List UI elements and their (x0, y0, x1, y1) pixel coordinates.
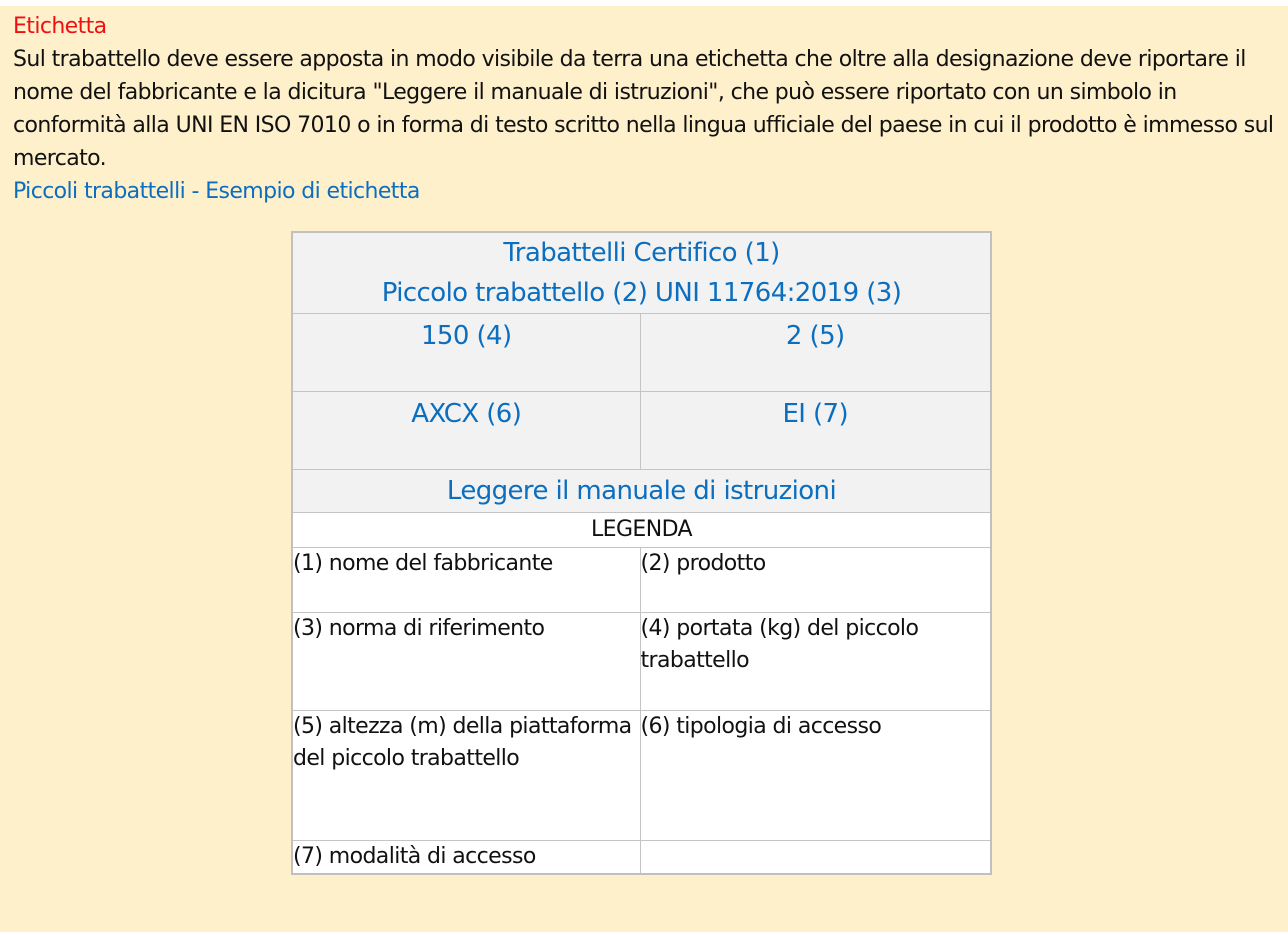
legend-item-3: (3) norma di riferimento (292, 613, 640, 711)
legend-item-2: (2) prodotto (640, 548, 991, 613)
label-height: 2 (5) (640, 314, 991, 392)
legend-row (292, 711, 991, 841)
text-content (13, 10, 1278, 208)
example-subtitle: Piccoli trabattelli - Esempio di etichetta (13, 179, 420, 204)
label-capacity: 150 (4) (292, 314, 640, 392)
legend-title: LEGENDA (292, 513, 991, 548)
label-access-mode: EI (7) (640, 392, 991, 470)
legend-item-4: (4) portata (kg) del piccolo trabattello (640, 613, 991, 711)
label-product-standard: Piccolo trabattello (2) UNI 11764:2019 (3) (381, 278, 902, 308)
label-footer-row (292, 470, 991, 513)
legend-item-1: (1) nome del fabbricante (292, 548, 640, 613)
label-values-row (292, 392, 991, 470)
section-title: Etichetta (13, 14, 107, 39)
legend-empty-cell (640, 841, 991, 875)
legend-item-7: (7) modalità di accesso (292, 841, 640, 875)
legend-row (292, 548, 991, 613)
label-manufacturer: Trabattelli Certifico (1) (503, 238, 780, 268)
section-body: Sul trabattello deve essere apposta in modo visibile da terra una etichetta che oltre alla designazione deve riportare il nome del fabbricante e la dicitura "Leggere il manuale di istruzioni", che può essere riportato con un simbolo in conformità alla UNI EN ISO 7010 o in forma di testo scritto nella lingua ufficiale del paese in cui il prodotto è immesso sul mercato. (13, 47, 1274, 171)
label-access-type: AXCX (6) (292, 392, 640, 470)
label-read-manual: Leggere il manuale di istruzioni (292, 470, 991, 513)
legend-title-row (292, 513, 991, 548)
legend-item-6: (6) tipologia di accesso (640, 711, 991, 841)
label-values-row (292, 314, 991, 392)
label-header-row (292, 232, 991, 314)
legend-row (292, 841, 991, 875)
legend-item-5: (5) altezza (m) della piattaforma del piccolo trabattello (292, 711, 640, 841)
label-example-table (291, 231, 992, 875)
label-header-cell (292, 232, 991, 314)
legend-row (292, 613, 991, 711)
